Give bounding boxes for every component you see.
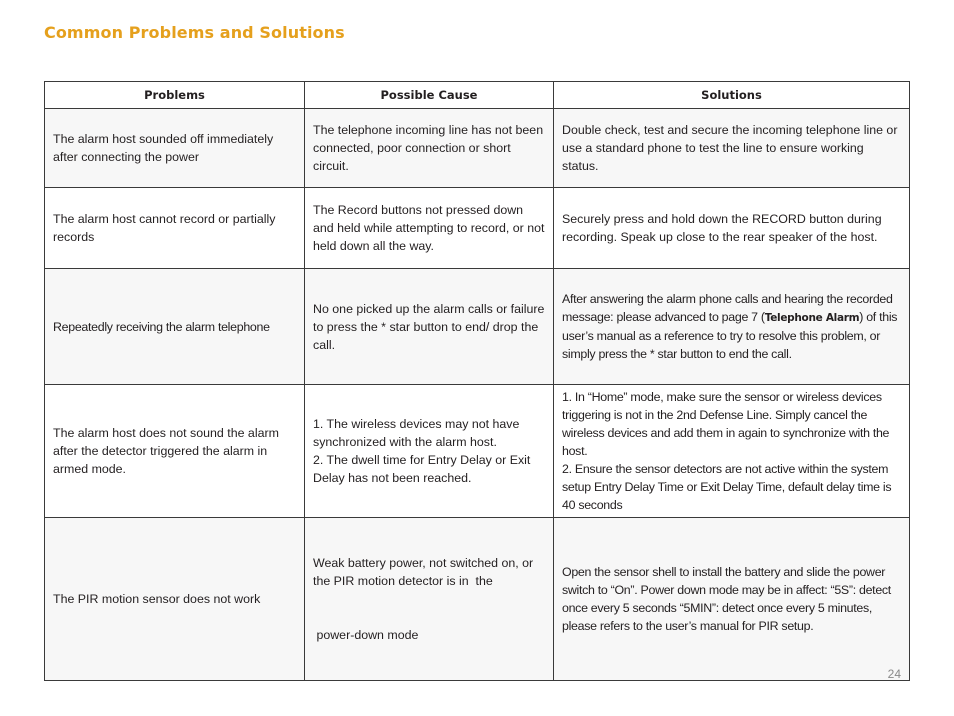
- problem-cell: The alarm host cannot record or partially records: [45, 188, 305, 269]
- cause-cell: The telephone incoming line has not been connected, poor connection or short circuit.: [305, 109, 554, 188]
- header-possible-cause: Possible Cause: [305, 82, 554, 109]
- solution-reference-bold: Telephone Alarm: [764, 312, 860, 324]
- table-header-row: [45, 82, 910, 109]
- table-row: [45, 518, 910, 681]
- cause-line: 2. The dwell time for Entry Delay or Exit Delay has not been reached.: [313, 453, 531, 485]
- cause-line: power-down mode: [313, 628, 419, 642]
- cause-line: 1. The wireless devices may not have synchronized with the alarm host.: [313, 417, 520, 449]
- solution-line: 2. Ensure the sensor detectors are not active within the system setup Entry Delay Time or Exit Delay Time, default delay time is 40 seconds: [562, 462, 892, 512]
- problem-cell: The PIR motion sensor does not work: [45, 518, 305, 681]
- table-row: [45, 269, 910, 385]
- solution-cell: Securely press and hold down the RECORD button during recording. Speak up close to the rear speaker of the host.: [554, 188, 910, 269]
- problem-cell: Repeatedly receiving the alarm telephone: [45, 269, 305, 385]
- problem-cell: The alarm host sounded off immediately after connecting the power: [45, 109, 305, 188]
- solution-cell: [554, 385, 910, 518]
- solution-cell: Open the sensor shell to install the battery and slide the power switch to “On”. Power down mode may be in affect: “5S”: detect once every 5 seconds “5MIN”: detect once every 5 minutes, please refers to the user’s manual for PIR setup.: [554, 518, 910, 681]
- table-row: [45, 385, 910, 518]
- cause-cell: [305, 385, 554, 518]
- solution-text-end: ) of this user’s manual as a reference to try to resolve this problem, or simply press the * star button to end the call.: [562, 310, 898, 361]
- solution-text-start: After answering the alarm phone calls and hearing the recorded message: please advanced to page 7 (: [562, 292, 893, 324]
- problem-cell: The alarm host does not sound the alarm after the detector triggered the alarm in armed mode.: [45, 385, 305, 518]
- solution-cell: [554, 269, 910, 385]
- solution-cell: Double check, test and secure the incoming telephone line or use a standard phone to test the line to ensure working status.: [554, 109, 910, 188]
- cause-line: Weak battery power, not switched on, or the PIR motion detector is in the: [313, 556, 537, 588]
- table-row: [45, 109, 910, 188]
- table-row: [45, 188, 910, 269]
- problems-solutions-table: [44, 81, 910, 681]
- page-title: Common Problems and Solutions: [44, 23, 345, 42]
- cause-cell: [305, 518, 554, 681]
- solution-line: 1. In “Home” mode, make sure the sensor or wireless devices triggering is not in the 2nd Defense Line. Simply cancel the wireless devices and add them in again to synchronize with the host.: [562, 390, 890, 458]
- header-solutions: Solutions: [554, 82, 910, 109]
- cause-cell: No one picked up the alarm calls or failure to press the * star button to end/ drop the call.: [305, 269, 554, 385]
- cause-cell: The Record buttons not pressed down and held while attempting to record, or not held down all the way.: [305, 188, 554, 269]
- page-number: 24: [887, 667, 901, 681]
- header-problems: Problems: [45, 82, 305, 109]
